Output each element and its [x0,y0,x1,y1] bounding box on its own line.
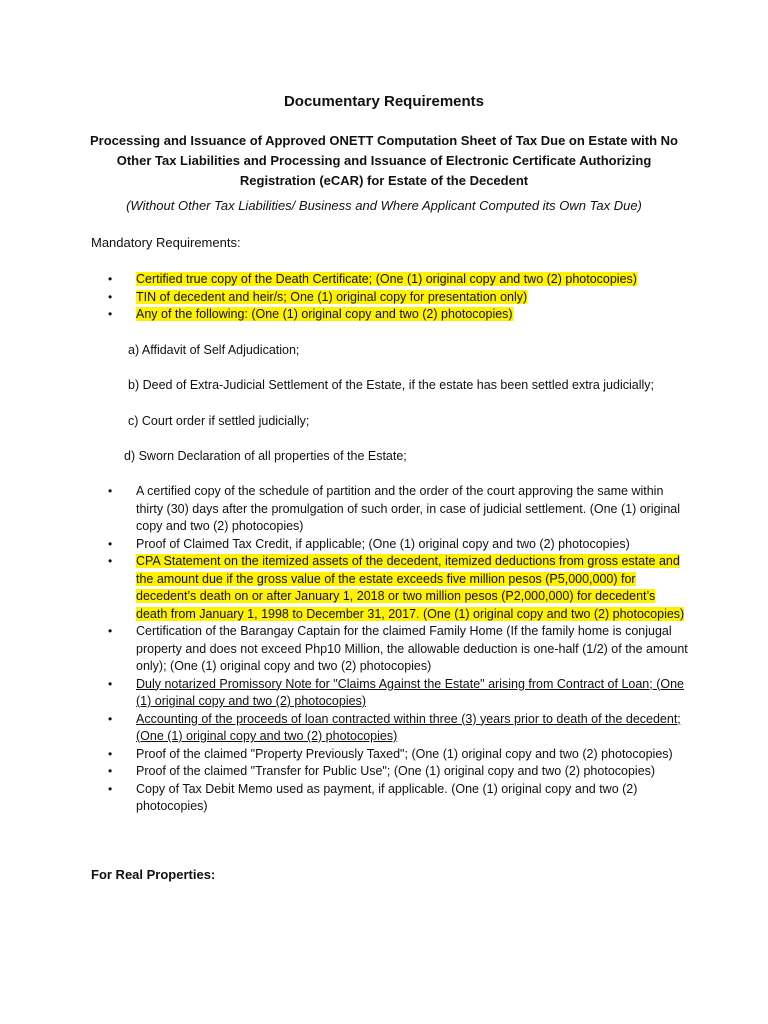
bullet-icon: • [108,764,113,778]
list-item [108,676,688,711]
bullet-icon: • [108,554,113,568]
bullet-icon: • [108,746,113,761]
list-item-text: Accounting of the proceeds of loan contracted within three (3) years prior to death of the decedent; (One (1) original copy and two (2) photocopies) [136,711,681,743]
list-item-text: Certification of the Barangay Captain for the claimed Family Home (If the family home is conjugal property and does not exceed Php10 Million, the allowable deduction is one-half (1/2) of the amount only); (One (1) original copy and two (2) photocopies) [136,624,688,673]
sub-item-a: a) Affidavit of Self Adjudication; [128,343,300,357]
bullet-icon: • [108,781,113,796]
list-item [108,271,688,289]
list-item [108,746,688,764]
list-item-text: Copy of Tax Debit Memo used as payment, if applicable. (One (1) original copy and two (2) photocopies) [136,781,638,813]
list-item [108,711,688,746]
document-subtitle: Processing and Issuance of Approved ONETT Computation Sheet of Tax Due on Estate with No Other Tax Liabilities and Processing and Issuance of Electronic Certificate Authorizing Registration (eCAR) for Estate of the Decedent [90,133,678,188]
sub-item-d: d) Sworn Declaration of all properties of the Estate; [124,449,407,463]
list-item [108,289,688,307]
list-item [108,623,688,676]
list-item [108,781,688,816]
sub-item-b: b) Deed of Extra-Judicial Settlement of the Estate, if the estate has been settled extra judicially; [128,378,654,392]
sub-item-c: c) Court order if settled judicially; [128,414,310,428]
list-item [108,763,688,781]
list-item [108,306,688,324]
list-item-text: Duly notarized Promissory Note for "Claims Against the Estate" arising from Contract of Loan; (One (1) original copy and two (2) photocopies) [136,676,684,708]
list-item-text: CPA Statement on the itemized assets of the decedent, itemized deductions from gross estate and the amount due if the gross value of the estate exceeds five million pesos (P5,000,000) for decedent’s death on or after January 1, 2018 or two million pesos (P2,000,000) for decedent’s death from January 1, 1998 to December 31, 2017. (One (1) original copy and two (2) photocopies) [136,554,685,621]
list-item-text: Proof of Claimed Tax Credit, if applicable; (One (1) original copy and two (2) photocopies) [136,536,630,551]
list-item [108,483,688,536]
list-item [108,553,688,623]
list-item-text: Certified true copy of the Death Certificate; (One (1) original copy and two (2) photocopies) [136,272,637,286]
mandatory-list-first [108,271,688,324]
bullet-icon: • [108,711,113,726]
list-item-text: Proof of the claimed "Property Previously Taxed"; (One (1) original copy and two (2) photocopies) [136,746,673,761]
document-title: Documentary Requirements [283,93,485,110]
bullet-icon: • [108,289,113,304]
bullet-icon: • [108,676,113,691]
list-item-text: Proof of the claimed "Transfer for Public Use"; (One (1) original copy and two (2) photocopies) [136,764,656,778]
bullet-icon: • [108,484,113,498]
list-item-text: A certified copy of the schedule of partition and the order of the court approving the same within thirty (30) days after the promulgation of such order, in case of judicial settlement. (One (1) original copy and two (2) photocopies) [136,484,681,533]
mandatory-requirements-heading: Mandatory Requirements: [91,235,241,250]
list-item [108,536,688,554]
list-item-text: TIN of decedent and heir/s; One (1) original copy for presentation only) [136,289,528,304]
real-properties-heading: For Real Properties: [91,867,216,882]
mandatory-list-second [108,483,688,816]
scope-note: (Without Other Tax Liabilities/ Business and Where Applicant Computed its Own Tax Due) [126,198,642,213]
bullet-icon: • [108,536,113,551]
bullet-icon: • [108,624,113,638]
bullet-icon: • [108,307,113,321]
list-item-text: Any of the following: (One (1) original copy and two (2) photocopies) [136,307,513,321]
bullet-icon: • [108,272,113,286]
